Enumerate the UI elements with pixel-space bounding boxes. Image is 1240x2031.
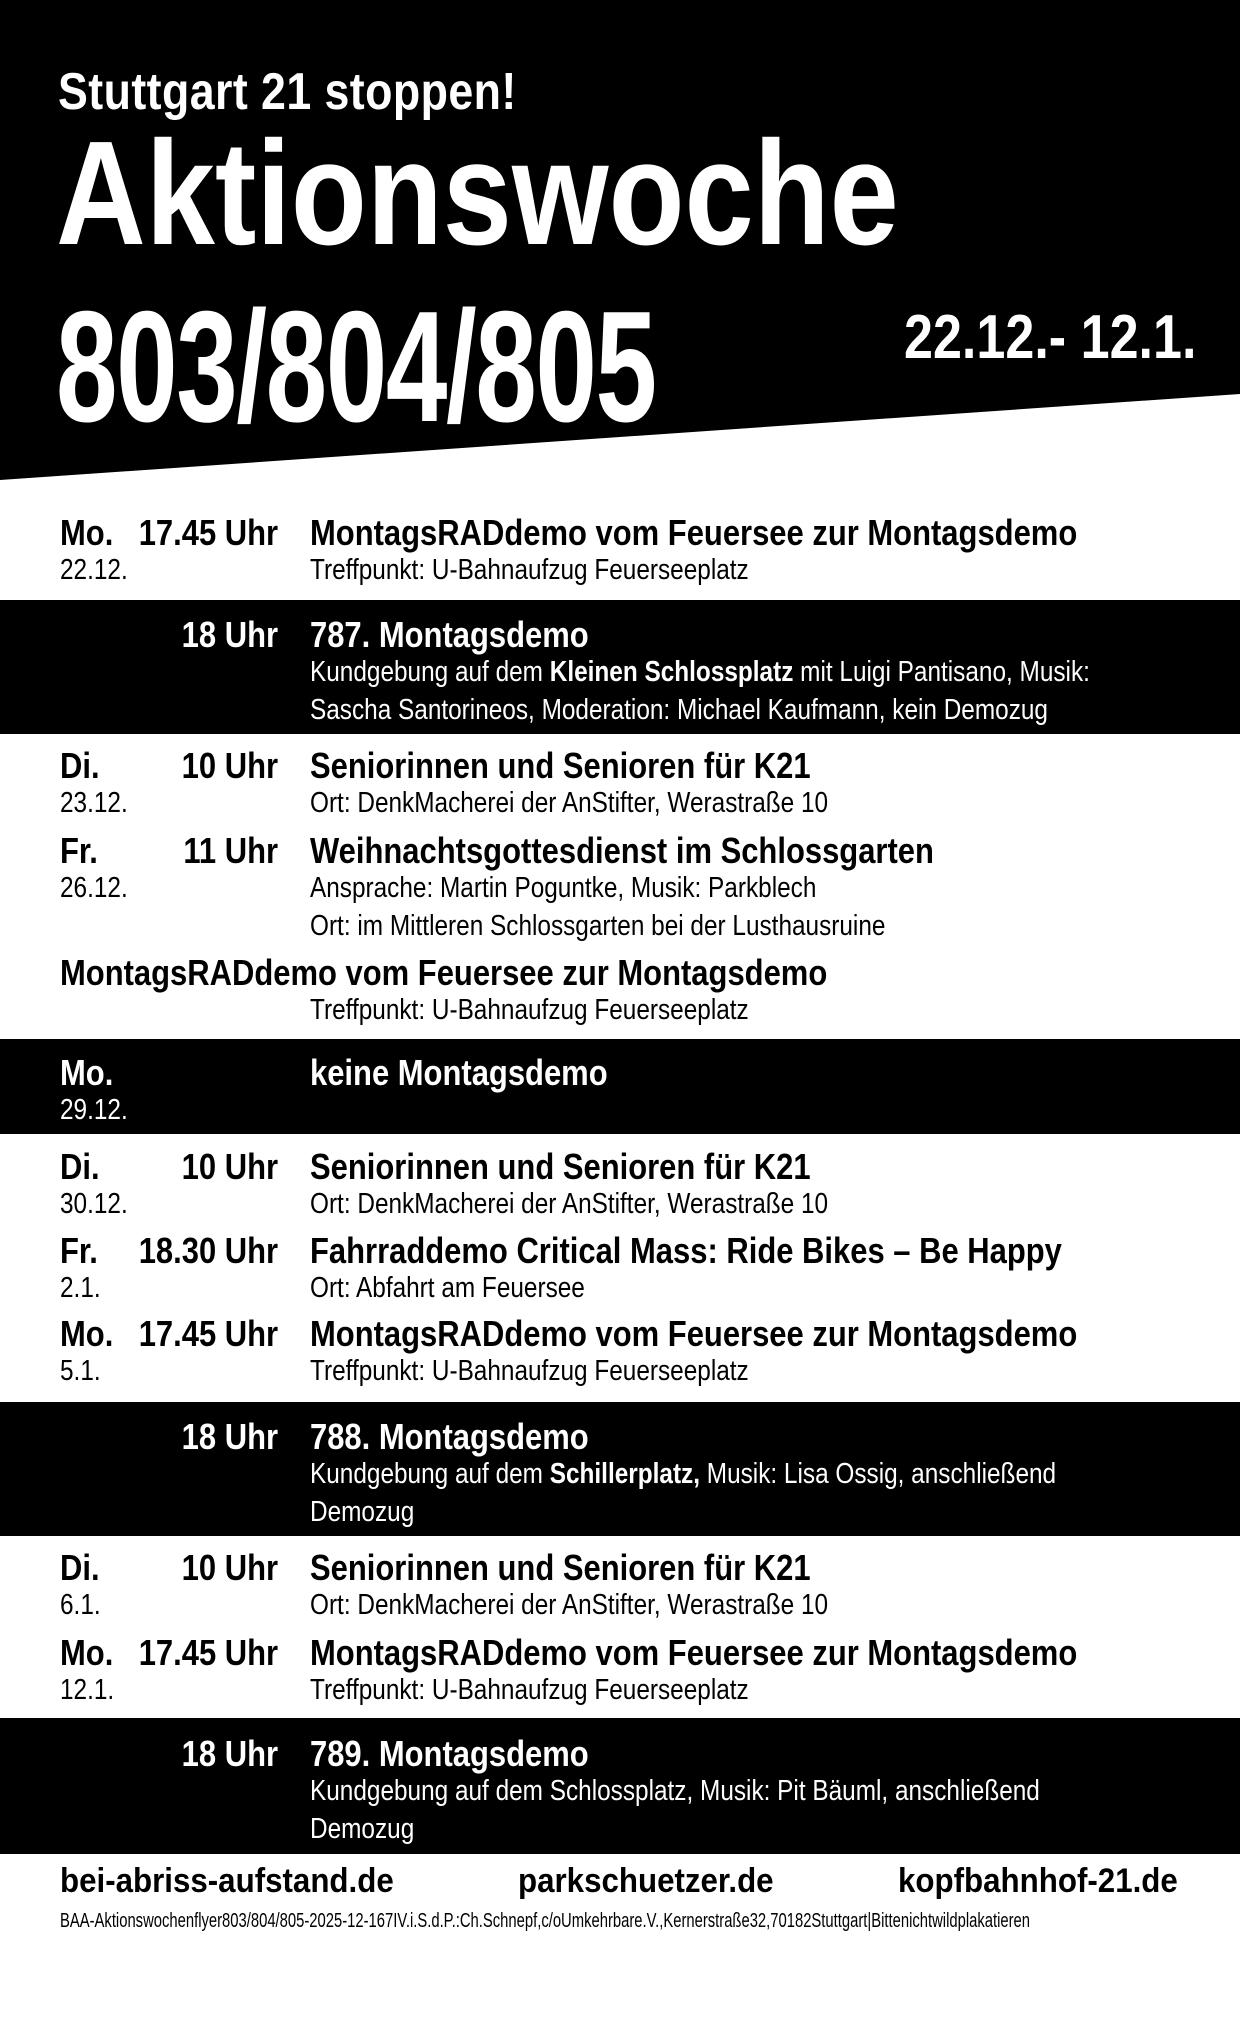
- link-parkschuetzer[interactable]: parkschuetzer.de: [518, 1862, 774, 1900]
- event-title: MontagsRADdemo vom Feuersee zur Montagsdemo: [310, 512, 1078, 553]
- header-dates: 22.12.- 12.1.: [904, 303, 1197, 372]
- event-detail: Sascha Santorineos, Moderation: Michael Kaufmann, kein Demozug: [310, 694, 1048, 726]
- event-time: 17.45 Uhr: [138, 512, 278, 553]
- event-date: 23.12.: [60, 787, 128, 819]
- event-detail: Treffpunkt: U-Bahnaufzug Feuerseeplatz: [310, 1355, 749, 1387]
- event-title: MontagsRADdemo vom Feuersee zur Montagsdemo: [310, 1632, 1078, 1673]
- event-title: MontagsRADdemo vom Feuersee zur Montagsdemo: [60, 952, 828, 993]
- event-title: MontagsRADdemo vom Feuersee zur Montagsdemo: [310, 1313, 1078, 1354]
- event-date: 2.1.: [60, 1272, 101, 1304]
- header-banner: [0, 0, 1240, 482]
- event-time: 11 Uhr: [183, 830, 278, 871]
- header-title: Aktionswoche: [56, 111, 899, 276]
- event-time: 18 Uhr: [181, 614, 278, 655]
- event-detail: Demozug: [310, 1813, 415, 1845]
- event-detail: Treffpunkt: U-Bahnaufzug Feuerseeplatz: [310, 1674, 749, 1706]
- event-detail: Ort: DenkMacherei der AnStifter, Werastraße 10: [310, 1589, 829, 1621]
- event-day: Di.: [60, 1146, 100, 1187]
- header-kicker: Stuttgart 21 stoppen!: [58, 63, 517, 121]
- event-detail: Ansprache: Martin Poguntke, Musik: Parkblech: [310, 872, 817, 904]
- event-detail: Treffpunkt: U-Bahnaufzug Feuerseeplatz: [310, 554, 749, 586]
- event-day: Fr.: [60, 830, 98, 871]
- event-day: Mo.: [60, 512, 114, 553]
- event-time: 17.45 Uhr: [138, 1632, 278, 1673]
- event-title: Fahrraddemo Critical Mass: Ride Bikes – Be Happy: [310, 1230, 1062, 1271]
- event-time: 18 Uhr: [181, 1416, 278, 1457]
- event-detail: Ort: DenkMacherei der AnStifter, Werastraße 10: [310, 787, 829, 819]
- link-bei-abriss-aufstand[interactable]: bei-abriss-aufstand.de: [60, 1862, 394, 1900]
- event-detail: Ort: DenkMacherei der AnStifter, Werastraße 10: [310, 1188, 829, 1220]
- event-day: Fr.: [60, 1230, 98, 1271]
- event-date: 6.1.: [60, 1589, 101, 1621]
- event-time: 17.45 Uhr: [138, 1313, 278, 1354]
- event-detail-bold: Kleinen Schlossplatz: [549, 656, 794, 688]
- event-date: 22.12.: [60, 554, 128, 586]
- band-29-12: [0, 1039, 1240, 1134]
- imprint: BAA-Aktionswochenflyer803/804/805-2025-12-167IV.i.S.d.P.:Ch.Schnepf,c/oUmkehrbare.V.,Kernerstraße32,70182Stuttgart|Bittenichtwildplakatieren: [60, 1910, 1031, 1932]
- event-day: Di.: [60, 1547, 100, 1588]
- event-detail: Kundgebung auf dem Schlossplatz, Musik: Pit Bäuml, anschließend: [310, 1775, 1040, 1807]
- event-day: Mo.: [60, 1632, 114, 1673]
- event-detail: Ort: Abfahrt am Feuersee: [310, 1272, 585, 1304]
- event-detail: Ort: im Mittleren Schlossgarten bei der Lusthausruine: [310, 910, 886, 942]
- event-time: 18 Uhr: [181, 1733, 278, 1774]
- event-title: 789. Montagsdemo: [310, 1733, 589, 1774]
- event-detail: Treffpunkt: U-Bahnaufzug Feuerseeplatz: [310, 994, 749, 1026]
- event-time: 10 Uhr: [181, 1146, 278, 1187]
- event-title: Seniorinnen und Senioren für K21: [310, 1146, 811, 1187]
- event-detail: Kundgebung auf dem Kleinen Schlossplatz mit Luigi Pantisano, Musik:: [310, 656, 1090, 688]
- event-date: 5.1.: [60, 1355, 101, 1387]
- event-day: Mo.: [60, 1052, 114, 1093]
- event-time: 10 Uhr: [181, 1547, 278, 1588]
- event-title: Weihnachtsgottesdienst im Schlossgarten: [310, 830, 934, 871]
- event-date: 29.12.: [60, 1094, 128, 1126]
- event-date: 26.12.: [60, 872, 128, 904]
- event-time: 10 Uhr: [181, 745, 278, 786]
- link-kopfbahnhof-21[interactable]: kopfbahnhof-21.de: [898, 1862, 1178, 1900]
- footer-links: [0, 1862, 1240, 1906]
- event-date: 12.1.: [60, 1674, 115, 1706]
- event-title: Seniorinnen und Senioren für K21: [310, 1547, 811, 1588]
- event-title: 788. Montagsdemo: [310, 1416, 589, 1457]
- event-title: keine Montagsdemo: [310, 1052, 608, 1093]
- event-day: Di.: [60, 745, 100, 786]
- event-detail: Demozug: [310, 1496, 415, 1528]
- event-detail-bold: Schillerplatz,: [549, 1458, 701, 1490]
- event-day: Mo.: [60, 1313, 114, 1354]
- event-detail: Kundgebung auf dem Schillerplatz, Musik: Lisa Ossig, anschließend: [310, 1458, 1057, 1490]
- header-numbers: 803/804/805: [56, 279, 656, 455]
- event-title: Seniorinnen und Senioren für K21: [310, 745, 811, 786]
- event-title: 787. Montagsdemo: [310, 614, 589, 655]
- event-date: 30.12.: [60, 1188, 128, 1220]
- event-time: 18.30 Uhr: [138, 1230, 278, 1271]
